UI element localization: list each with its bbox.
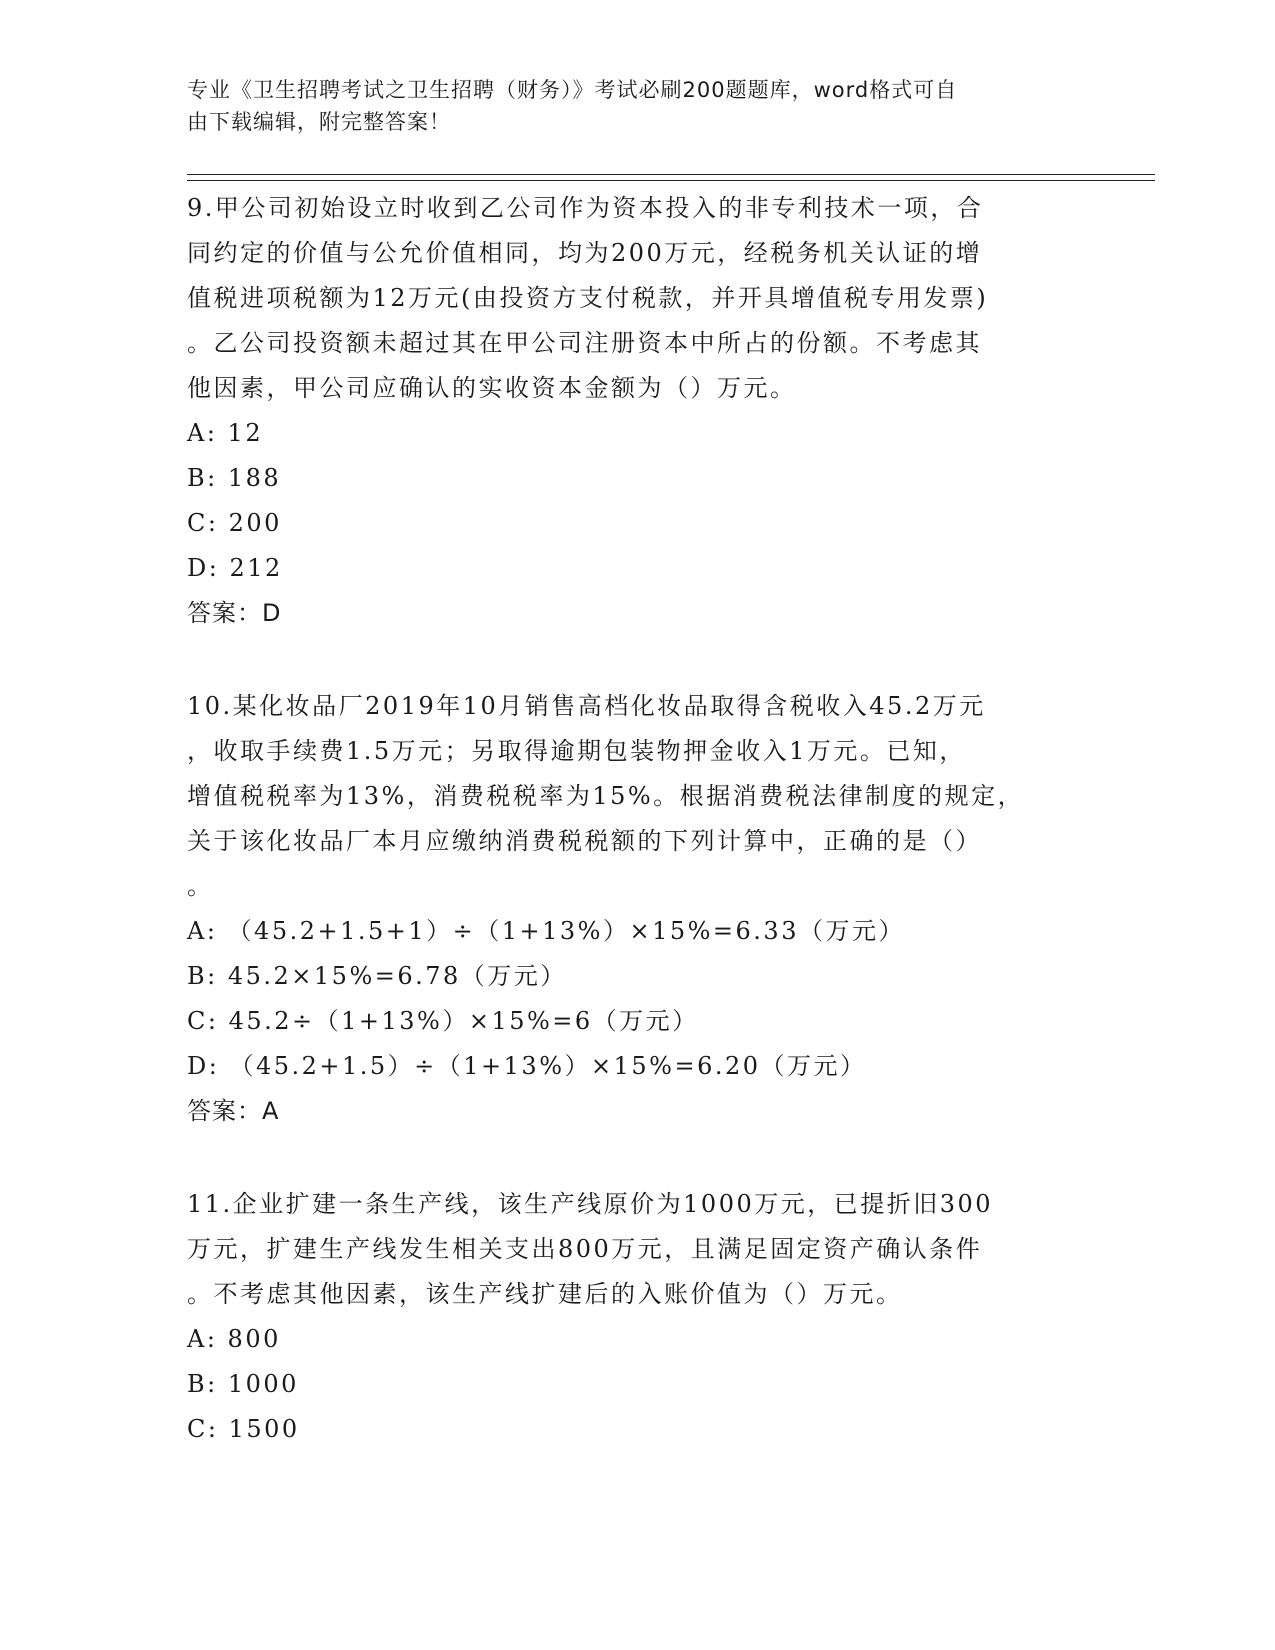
answer-label: 答案：D bbox=[187, 599, 282, 627]
option-b: B: 188 bbox=[187, 464, 282, 492]
question-text bbox=[187, 684, 1087, 909]
question-line: 11.企业扩建一条生产线，该生产线原价为1000万元，已提折旧300 bbox=[187, 1190, 994, 1218]
option-a: A: （45.2+1.5+1）÷（1+13%）×15%=6.33（万元） bbox=[187, 917, 905, 945]
question-line: 同约定的价值与公允价值相同，均为200万元，经税务机关认证的增 bbox=[187, 239, 983, 267]
document-header bbox=[187, 74, 1067, 138]
question-line: 值税进项税额为12万元(由投资方支付税款，并开具增值税专用发票) bbox=[187, 284, 989, 312]
option-c: C: 200 bbox=[187, 509, 282, 537]
question-line: 。不考虑其他因素，该生产线扩建后的入账价值为（）万元。 bbox=[187, 1280, 903, 1308]
question-list bbox=[187, 186, 1087, 1452]
question-line: 。乙公司投资额未超过其在甲公司注册资本中所占的份额。不考虑其 bbox=[187, 329, 982, 357]
question-line: ，收取手续费1.5万元；另取得逾期包装物押金收入1万元。已知， bbox=[187, 737, 966, 765]
question-line: 10.某化妆品厂2019年10月销售高档化妆品取得含税收入45.2万元 bbox=[187, 692, 986, 720]
question-line: 。 bbox=[187, 872, 214, 900]
option-d: D: （45.2+1.5）÷（1+13%）×15%=6.20（万元） bbox=[187, 1052, 867, 1080]
answer-label: 答案：A bbox=[187, 1097, 280, 1125]
option-a: A: 12 bbox=[187, 419, 264, 447]
header-line-1: 专业《卫生招聘考试之卫生招聘（财务）》考试必刷200题题库，word格式可自 bbox=[187, 78, 958, 102]
option-b: B: 45.2×15%=6.78（万元） bbox=[187, 962, 567, 990]
question-9 bbox=[187, 186, 1087, 636]
question-11 bbox=[187, 1182, 1087, 1452]
question-line: 关于该化妆品厂本月应缴纳消费税税额的下列计算中，正确的是（） bbox=[187, 827, 982, 855]
option-c: C: 1500 bbox=[187, 1415, 300, 1443]
header-line-2: 由下载编辑，附完整答案！ bbox=[187, 110, 451, 134]
question-line: 9.甲公司初始设立时收到乙公司作为资本投入的非专利技术一项，合 bbox=[187, 194, 984, 222]
question-line: 万元，扩建生产线发生相关支出800万元，且满足固定资产确认条件 bbox=[187, 1235, 983, 1263]
header-rule-bottom bbox=[187, 180, 1155, 181]
option-a: A: 800 bbox=[187, 1325, 281, 1353]
question-10 bbox=[187, 684, 1087, 1134]
question-text bbox=[187, 1182, 1087, 1317]
header-rule-top bbox=[187, 174, 1155, 175]
option-c: C: 45.2÷（1+13%）×15%=6（万元） bbox=[187, 1007, 699, 1035]
question-text bbox=[187, 186, 1087, 411]
question-line: 增值税税率为13%，消费税税率为15%。根据消费税法律制度的规定， bbox=[187, 782, 1025, 810]
option-b: B: 1000 bbox=[187, 1370, 299, 1398]
option-d: D: 212 bbox=[187, 554, 283, 582]
question-line: 他因素，甲公司应确认的实收资本金额为（）万元。 bbox=[187, 374, 797, 402]
